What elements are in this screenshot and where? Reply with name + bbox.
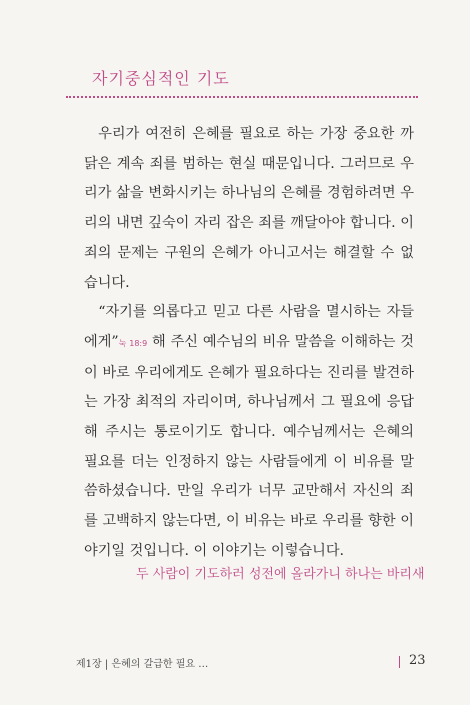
section-header [66, 62, 418, 98]
scripture-subheading: 두 사람이 기도하러 성전에 올라가니 하나는 바리새 [136, 567, 425, 582]
scripture-reference: 눅 18:9 [118, 338, 148, 348]
chapter-running-title: 제1장 | 은혜의 갈급한 필요 … [76, 659, 209, 670]
quoted-text: “자기를 의롭다고 믿고 다른 사람을 멸시하는 자들에게” [84, 304, 414, 350]
page-number: 23 [409, 653, 426, 668]
dotted-divider [66, 96, 418, 98]
section-title: 자기중심적인 기도 [92, 69, 230, 88]
paragraph-2 [84, 298, 414, 566]
page-footer [0, 655, 470, 673]
paragraph-2-continued: 해 주신 예수님의 비유 말씀을 이해하는 것이 바로 우리에게도 은혜가 필요하다는 진리를 발견하는 가장 최적의 자리이며, 하나님께서 그 필요에 응답해 주시는 통로이기도 합니다. 예수님께서는 은혜의 필요를 더는 인정하지 않는 사람들에게 이 비유를 말씀하셨습니다. 만일 우리가 너무 교만해서 자신의 죄를 고백하지 않는다면, 이 비유는 바로 우리를 향한 이야기일 것입니다. 이 이야기는 이렇습니다. [84, 333, 414, 559]
footer-separator [399, 656, 400, 668]
paragraph-1: 우리가 여전히 은혜를 필요로 하는 가장 중요한 까닭은 계속 죄를 범하는 현실 때문입니다. 그러므로 우리가 삶을 변화시키는 하나님의 은혜를 경험하려면 우리의 내면 깊숙이 자리 잡은 죄를 깨달아야 합니다. 이 죄의 문제는 구원의 은혜가 아니고서는 해결할 수 없습니다. [84, 126, 414, 291]
body-text [84, 120, 414, 567]
